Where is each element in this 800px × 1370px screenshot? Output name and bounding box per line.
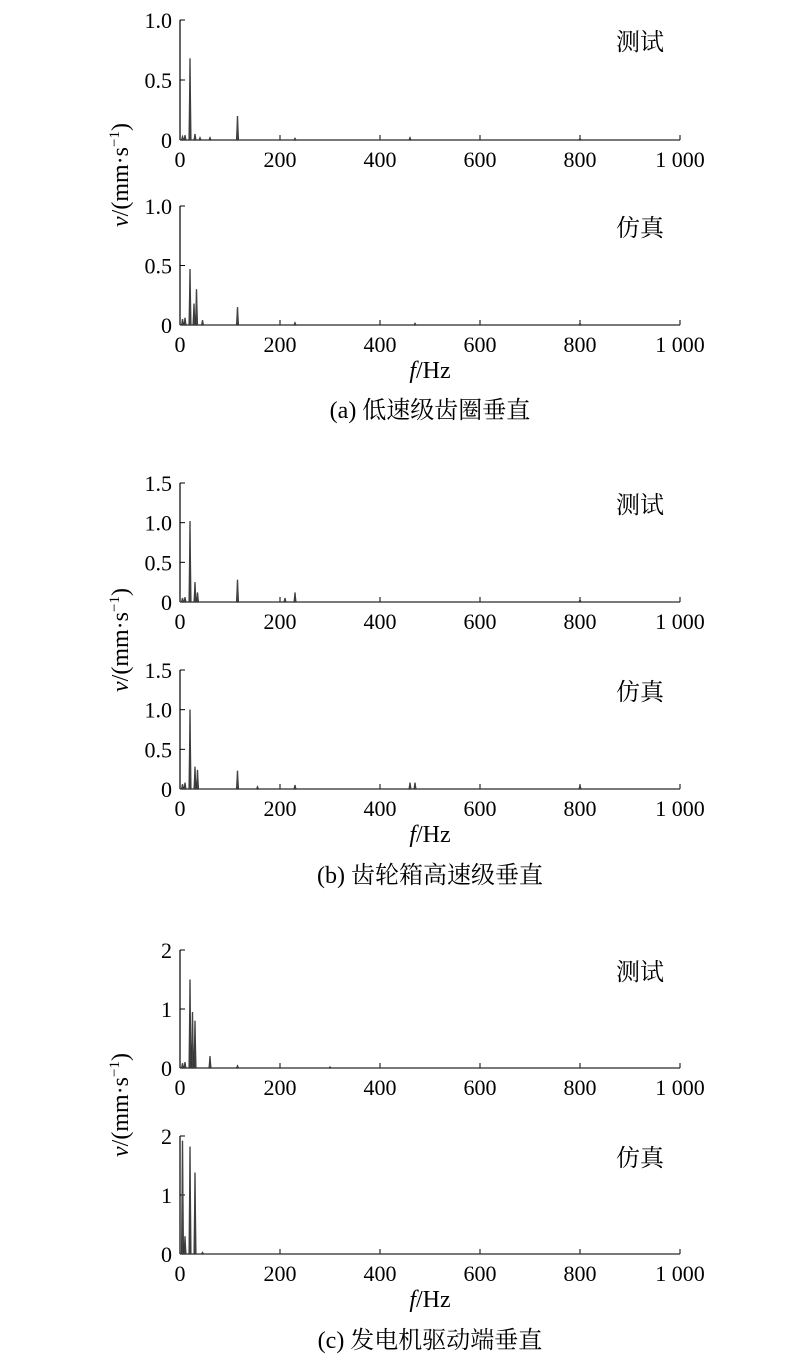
- spectrum-line: [180, 710, 680, 789]
- x-axis-label: f/Hz: [409, 358, 451, 384]
- panel-label: 仿真: [616, 1146, 664, 1172]
- x-tick-label: 1 000: [655, 1261, 705, 1286]
- x-tick-label: 200: [263, 1075, 297, 1100]
- y-tick-label: 1.0: [144, 194, 172, 219]
- x-tick-label: 1 000: [655, 1075, 705, 1100]
- x-tick-label: 400: [363, 796, 397, 821]
- panel-label: 测试: [616, 493, 664, 519]
- x-tick-label: 600: [463, 1075, 497, 1100]
- x-tick-label: 0: [174, 147, 186, 172]
- y-tick-label: 1: [161, 997, 172, 1022]
- y-axis-label: $v/(mm\cdot s^{-1})$: [107, 588, 134, 692]
- x-axis-label: f/Hz: [409, 1287, 451, 1313]
- spectrum-panel-b-sim: [145, 658, 705, 821]
- x-tick-label: 200: [263, 1261, 297, 1286]
- x-tick-label: 0: [174, 796, 186, 821]
- y-tick-label: 1.0: [144, 8, 172, 33]
- spectrum-line: [180, 980, 680, 1069]
- x-tick-label: 800: [563, 1075, 597, 1100]
- x-tick-label: 200: [263, 147, 297, 172]
- y-tick-label: 0: [161, 777, 172, 802]
- y-tick-label: 0: [161, 590, 172, 615]
- x-tick-label: 400: [363, 609, 397, 634]
- spectrum-panel-a-sim: [145, 194, 705, 357]
- x-tick-label: 800: [563, 332, 597, 357]
- x-tick-label: 1 000: [655, 147, 705, 172]
- x-tick-label: 1 000: [655, 332, 705, 357]
- x-tick-label: 400: [363, 1261, 397, 1286]
- y-tick-label: 2: [161, 938, 172, 963]
- x-tick-label: 600: [463, 609, 497, 634]
- x-tick-label: 200: [263, 332, 297, 357]
- x-tick-label: 800: [563, 609, 597, 634]
- figure-caption: (c) 发电机驱动端垂直: [317, 1328, 543, 1354]
- y-tick-label: 2: [161, 1124, 172, 1149]
- y-tick-label: 0.5: [144, 68, 172, 93]
- x-tick-label: 600: [463, 147, 497, 172]
- x-tick-label: 0: [174, 1261, 186, 1286]
- y-tick-label: 0.5: [144, 737, 172, 763]
- x-tick-label: 0: [174, 332, 186, 357]
- y-tick-label: 0: [161, 313, 172, 338]
- spectrum-panel-c-sim: [161, 1124, 705, 1286]
- spectrum-line: [180, 269, 680, 325]
- x-tick-label: 800: [563, 147, 597, 172]
- y-tick-label: 0: [161, 128, 172, 153]
- spectrum-line: [180, 521, 680, 602]
- y-tick-label: 0.5: [144, 550, 172, 576]
- spectrum-line: [180, 58, 680, 140]
- x-tick-label: 800: [563, 796, 597, 821]
- x-tick-label: 600: [463, 332, 497, 357]
- y-tick-label: 0: [161, 1056, 172, 1081]
- x-tick-label: 400: [363, 1075, 397, 1100]
- panel-label: 仿真: [616, 680, 664, 706]
- spectrum-panel-c-test: [161, 938, 705, 1100]
- x-tick-label: 1 000: [655, 796, 705, 821]
- spectrum-line: [180, 1141, 680, 1254]
- panel-label: 测试: [616, 30, 664, 56]
- x-tick-label: 200: [263, 609, 297, 634]
- spectrum-panel-a-test: [145, 8, 705, 172]
- y-tick-label: 1: [161, 1183, 172, 1208]
- y-tick-label: 1.0: [144, 697, 172, 723]
- x-tick-label: 400: [363, 332, 397, 357]
- x-tick-label: 0: [174, 609, 186, 634]
- x-tick-label: 800: [563, 1261, 597, 1286]
- y-axis-label: $v/(mm\cdot s^{-1})$: [107, 1053, 134, 1157]
- y-tick-label: 1.0: [144, 510, 172, 536]
- panel-label: 测试: [616, 960, 664, 986]
- y-tick-label: 1.5: [144, 658, 172, 683]
- x-tick-label: 0: [174, 1075, 186, 1100]
- x-tick-label: 600: [463, 796, 497, 821]
- figure-caption: (b) 齿轮箱高速级垂直: [317, 863, 543, 889]
- spectrum-panel-b-test: [145, 471, 705, 634]
- y-axis-label: $v/(mm\cdot s^{-1})$: [107, 123, 134, 227]
- panel-label: 仿真: [616, 216, 664, 242]
- x-tick-label: 200: [263, 796, 297, 821]
- y-tick-label: 0: [161, 1242, 172, 1267]
- y-tick-label: 1.5: [144, 471, 172, 496]
- x-tick-label: 1 000: [655, 609, 705, 634]
- x-axis-label: f/Hz: [409, 822, 451, 848]
- y-tick-label: 0.5: [144, 253, 172, 279]
- x-tick-label: 400: [363, 147, 397, 172]
- x-tick-label: 600: [463, 1261, 497, 1286]
- figure-caption: (a) 低速级齿圈垂直: [329, 398, 531, 424]
